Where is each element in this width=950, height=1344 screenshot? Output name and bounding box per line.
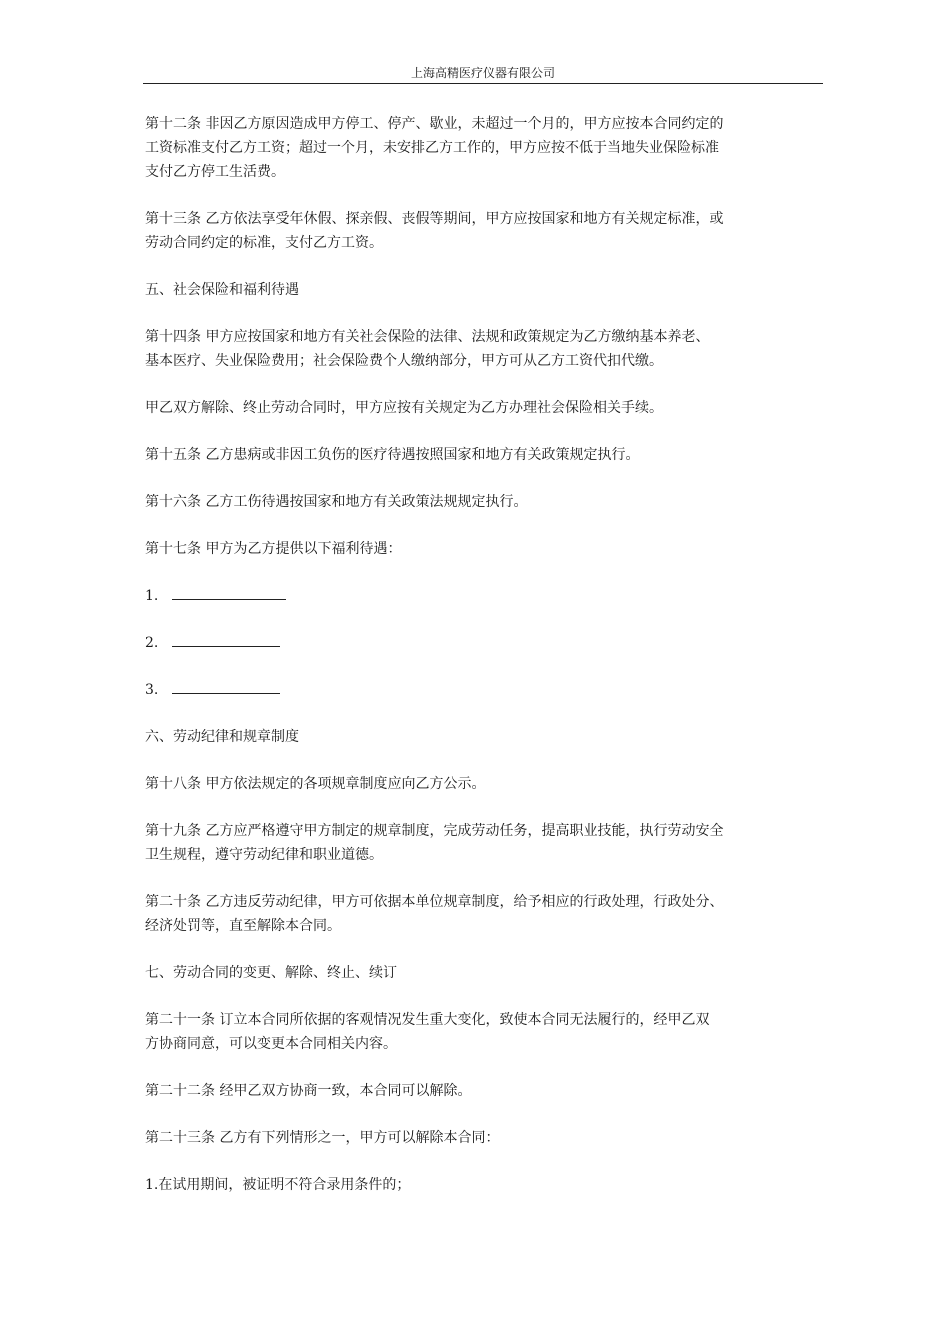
- paragraph-line: 七、劳动合同的变更、解除、终止、续订: [145, 965, 397, 981]
- paragraph-line: 六、劳动纪律和规章制度: [145, 729, 299, 745]
- contract-paragraph: [145, 112, 825, 184]
- paragraph-line: 第十三条 乙方依法享受年休假、探亲假、丧假等期间，甲方应按国家和地方有关规定标准，或: [145, 211, 724, 227]
- contract-paragraph: [145, 725, 825, 749]
- paragraph-line: 第十四条 甲方应按国家和地方有关社会保险的法律、法规和政策规定为乙方缴纳基本养老、: [145, 329, 710, 345]
- paragraph-line: 第十七条 甲方为乙方提供以下福利待遇：: [145, 541, 402, 557]
- list-number: 3.: [145, 682, 159, 698]
- list-item-blank: [145, 631, 825, 655]
- list-item-blank: [145, 678, 825, 702]
- paragraph-line: 经济处罚等，直至解除本合同。: [145, 918, 341, 934]
- paragraph-line: 第十五条 乙方患病或非因工负伤的医疗待遇按照国家和地方有关政策规定执行。: [145, 447, 640, 463]
- fill-in-blank: [172, 679, 280, 694]
- paragraph-line: [145, 584, 825, 608]
- paragraph-line: 第十九条 乙方应严格遵守甲方制定的规章制度，完成劳动任务，提高职业技能，执行劳动安全: [145, 823, 724, 839]
- paragraph-line: 方协商同意，可以变更本合同相关内容。: [145, 1036, 397, 1052]
- list-number: 2.: [145, 635, 159, 651]
- list-number: 1.: [145, 588, 159, 604]
- paragraph-line: 第十八条 甲方依法规定的各项规章制度应向乙方公示。: [145, 776, 486, 792]
- paragraph-line: 支付乙方停工生活费。: [145, 164, 285, 180]
- paragraph-line: [145, 678, 825, 702]
- contract-paragraph: [145, 819, 825, 867]
- fill-in-blank: [172, 585, 286, 600]
- paragraph-line: 第二十条 乙方违反劳动纪律，甲方可依据本单位规章制度，给予相应的行政处理，行政处分、: [145, 894, 724, 910]
- contract-paragraph: [145, 443, 825, 467]
- contract-paragraph: [145, 890, 825, 938]
- paragraph-line: [145, 631, 825, 655]
- contract-body: [145, 112, 825, 1197]
- contract-paragraph: [145, 396, 825, 420]
- list-item-blank: [145, 584, 825, 608]
- contract-paragraph: [145, 490, 825, 514]
- contract-paragraph: [145, 1173, 825, 1197]
- paragraph-line: 1.在试用期间，被证明不符合录用条件的；: [145, 1177, 411, 1193]
- page-header-company: 上海高精医疗仪器有限公司: [410, 66, 555, 80]
- contract-paragraph: [145, 278, 825, 302]
- paragraph-line: 第二十二条 经甲乙双方协商一致，本合同可以解除。: [145, 1083, 472, 1099]
- paragraph-line: 第二十三条 乙方有下列情形之一，甲方可以解除本合同：: [145, 1130, 500, 1146]
- contract-paragraph: [145, 207, 825, 255]
- paragraph-line: 基本医疗、失业保险费用；社会保险费个人缴纳部分，甲方可从乙方工资代扣代缴。: [145, 353, 663, 369]
- contract-paragraph: [145, 537, 825, 561]
- contract-paragraph: [145, 1008, 825, 1056]
- paragraph-line: 工资标准支付乙方工资；超过一个月，未安排乙方工作的，甲方应按不低于当地失业保险标准: [145, 140, 719, 156]
- fill-in-blank: [172, 632, 280, 647]
- paragraph-line: 第十二条 非因乙方原因造成甲方停工、停产、歇业，未超过一个月的，甲方应按本合同约定的: [145, 116, 724, 132]
- paragraph-line: 第十六条 乙方工伤待遇按国家和地方有关政策法规规定执行。: [145, 494, 528, 510]
- header-divider: [143, 83, 823, 84]
- contract-paragraph: [145, 1079, 825, 1103]
- paragraph-line: 五、社会保险和福利待遇: [145, 282, 299, 298]
- paragraph-line: 卫生规程，遵守劳动纪律和职业道德。: [145, 847, 383, 863]
- contract-paragraph: [145, 961, 825, 985]
- paragraph-line: 第二十一条 订立本合同所依据的客观情况发生重大变化，致使本合同无法履行的，经甲乙双: [145, 1012, 710, 1028]
- paragraph-line: 甲乙双方解除、终止劳动合同时，甲方应按有关规定为乙方办理社会保险相关手续。: [145, 400, 663, 416]
- contract-paragraph: [145, 1126, 825, 1150]
- contract-paragraph: [145, 772, 825, 796]
- paragraph-line: 劳动合同约定的标准，支付乙方工资。: [145, 235, 383, 251]
- contract-paragraph: [145, 325, 825, 373]
